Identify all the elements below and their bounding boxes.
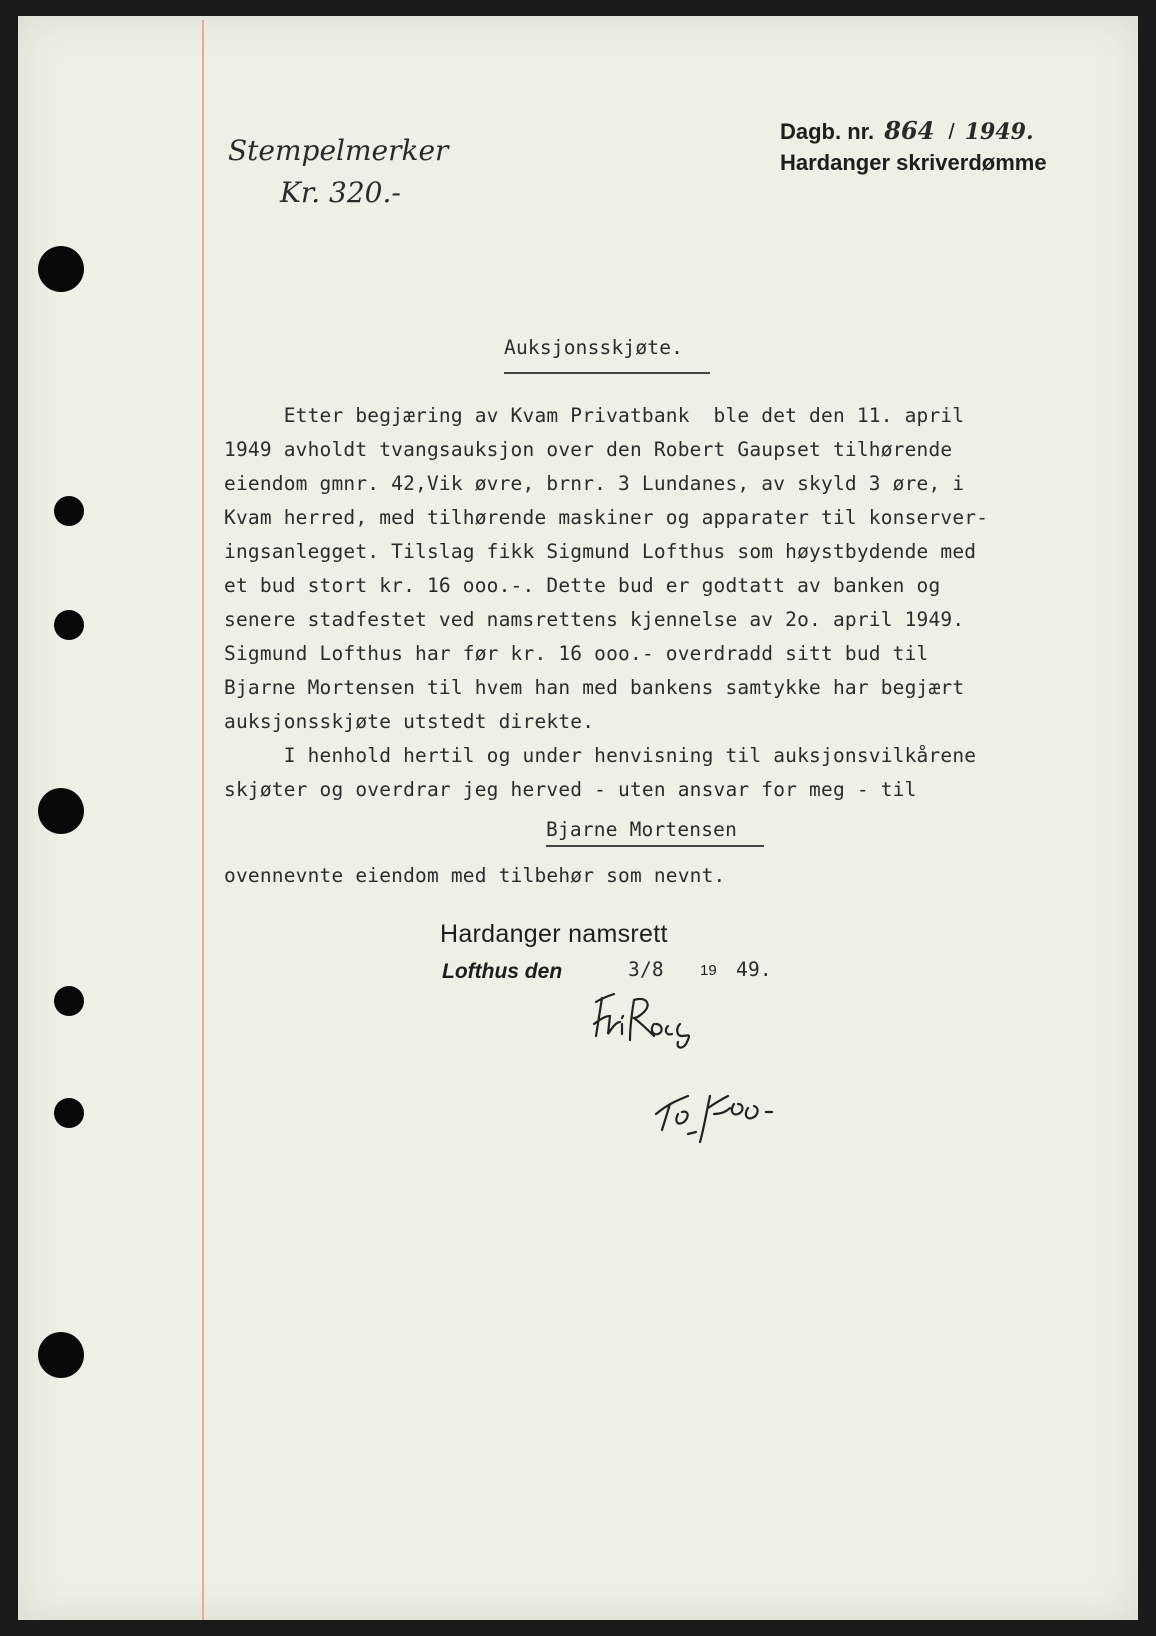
court-place: Lofthus den: [442, 960, 563, 983]
stamp-duty-note: Stempelmerker: [228, 134, 449, 167]
body-line: auksjonsskjøte utstedt direkte.: [224, 710, 595, 733]
registry-stamp: [780, 116, 1034, 145]
signature-judge: [588, 988, 718, 1052]
signature-clerk: [648, 1074, 828, 1144]
body-line: 1949 avholdt tvangsauksjon over den Robert Gaupset tilhørende: [224, 438, 953, 461]
body-line: eiendom gmnr. 42,Vik øvre, brnr. 3 Lundanes, av skyld 3 øre, i: [224, 472, 965, 495]
body-line: I henhold hertil og under henvisning til auksjonsvilkårene: [224, 744, 977, 767]
court-year: 49.: [736, 958, 772, 981]
body-line: Bjarne Mortensen til hvem han med bankens samtykke har begjært: [224, 676, 965, 699]
body-line: et bud stort kr. 16 ooo.-. Dette bud er godtatt av banken og: [224, 574, 941, 597]
title-underline: [504, 372, 710, 374]
punch-hole: [38, 246, 84, 292]
recipient-name: Bjarne Mortensen: [546, 818, 738, 841]
punch-hole: [38, 788, 84, 834]
registry-year: 1949.: [964, 119, 1034, 145]
document-title: Auksjonsskjøte.: [504, 336, 684, 359]
punch-hole: [54, 610, 84, 640]
body-line: Sigmund Lofthus har før kr. 16 ooo.- overdradd sitt bud til: [224, 642, 929, 665]
punch-hole: [54, 1098, 84, 1128]
punch-hole: [54, 496, 84, 526]
registry-office: Hardanger skriverdømme: [780, 150, 1047, 175]
margin-line: [202, 20, 204, 1620]
body-line: skjøter og overdrar jeg herved - uten ansvar for meg - til: [224, 778, 917, 801]
body-line: ingsanlegget. Tilslag fikk Sigmund Lofthus som høystbydende med: [224, 540, 977, 563]
punch-hole: [38, 1332, 84, 1378]
stamp-duty-amount: Kr. 320.-: [280, 176, 401, 209]
closing-line: ovennevnte eiendom med tilbehør som nevnt.: [224, 864, 726, 887]
court-name: Hardanger namsrett: [440, 920, 668, 948]
court-date: 3/8: [628, 958, 664, 981]
recipient-underline: [546, 845, 764, 847]
body-line: Kvam herred, med tilhørende maskiner og apparater til konserver-: [224, 506, 989, 529]
registry-separator: /: [948, 119, 955, 144]
punch-hole: [54, 986, 84, 1016]
court-year-prefix: 19: [700, 962, 717, 979]
registry-prefix: Dagb. nr.: [780, 119, 875, 144]
body-line: Etter begjæring av Kvam Privatbank ble det den 11. april: [224, 404, 965, 427]
body-line: senere stadfestet ved namsrettens kjennelse av 2o. april 1949.: [224, 608, 965, 631]
registry-number: 864: [884, 116, 935, 145]
